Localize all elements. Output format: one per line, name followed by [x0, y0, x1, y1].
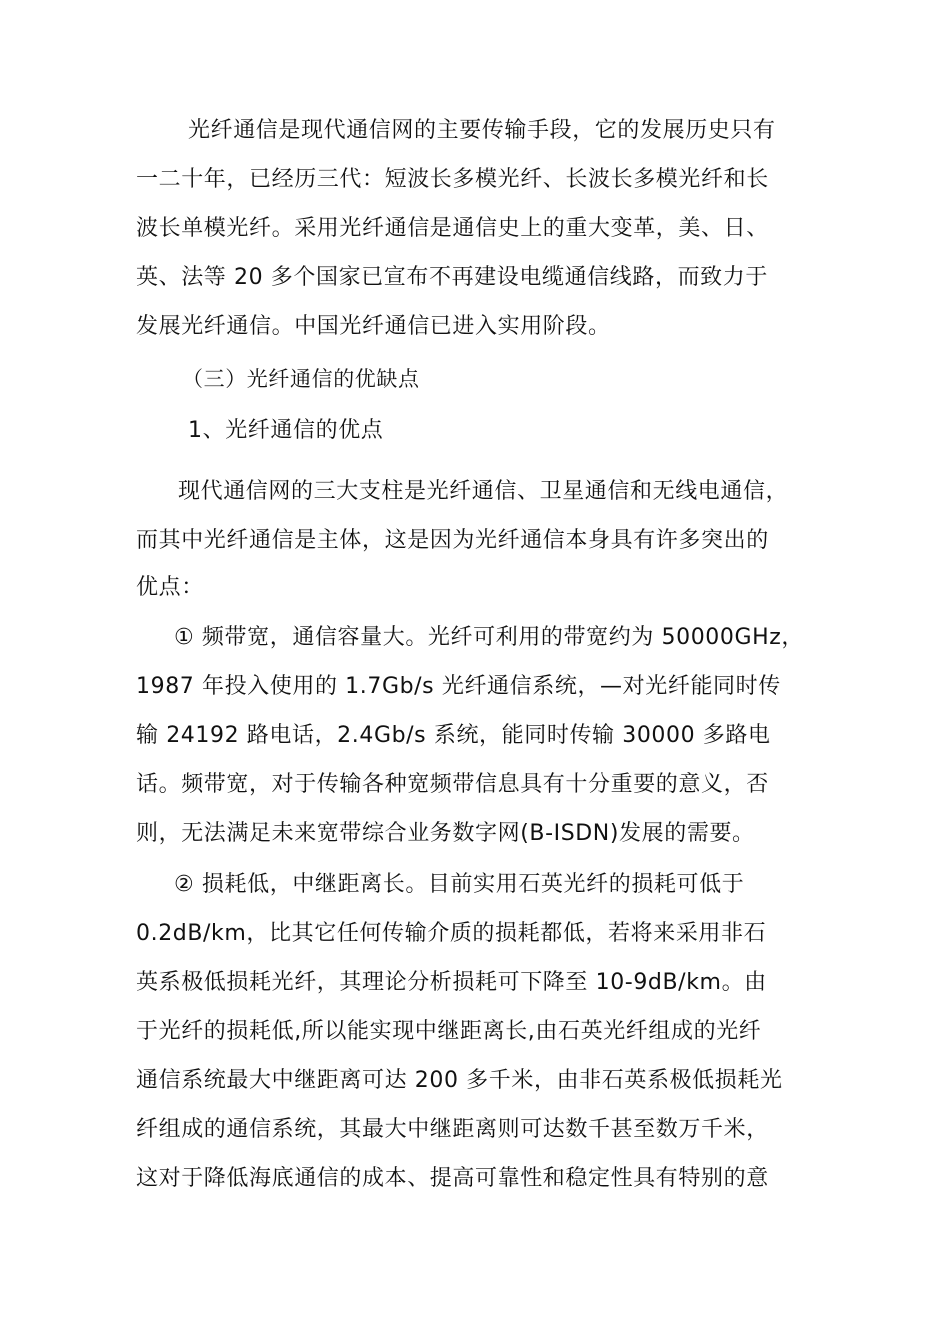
paragraph-line-5: 发展光纤通信。中国光纤通信已进入实用阶段。	[136, 314, 611, 339]
list-item-1-line-5: 则，无法满足未来宽带综合业务数字网(B-ISDN)发展的需要。	[136, 821, 755, 846]
paragraph-line-8: 优点：	[136, 575, 204, 600]
paragraph-line-6: 现代通信网的三大支柱是光纤通信、卫星通信和无线电通信，	[178, 479, 789, 504]
paragraph-line-4: 英、法等 20 多个国家已宣布不再建设电缆通信线路，而致力于	[136, 265, 768, 290]
paragraph-line-3: 波长单模光纤。采用光纤通信是通信史上的重大变革，美、日、	[136, 216, 769, 241]
list-item-2-line-4: 于光纤的损耗低,所以能实现中继距离长,由石英光纤组成的光纤	[136, 1019, 762, 1044]
paragraph-line-7: 而其中光纤通信是主体，这是因为光纤通信本身具有许多突出的	[136, 528, 769, 553]
list-item-2-line-2: 0.2dB/km，比其它任何传输介质的损耗都低，若将来采用非石	[136, 921, 767, 946]
list-item-2-line-7: 这对于降低海底通信的成本、提高可靠性和稳定性具有特别的意	[136, 1166, 769, 1191]
list-item-1-line-1: ① 频带宽，通信容量大。光纤可利用的带宽约为 50000GHz，	[174, 625, 805, 650]
section-heading: （三）光纤通信的优缺点	[182, 367, 420, 391]
list-item-1-line-4: 话。频带宽，对于传输各种宽频带信息具有十分重要的意义，否	[136, 772, 769, 797]
paragraph-line-2: 一二十年，已经历三代：短波长多模光纤、长波长多模光纤和长	[136, 167, 769, 192]
list-item-1-line-3: 输 24192 路电话，2.4Gb/s 系统，能同时传输 30000 多路电	[136, 723, 771, 748]
list-item-2-line-1: ② 损耗低，中继距离长。目前实用石英光纤的损耗可低于	[174, 872, 745, 897]
list-item-2-line-6: 纤组成的通信系统，其最大中继距离则可达数千甚至数万千米，	[136, 1117, 769, 1142]
subsection-heading: 1、光纤通信的优点	[188, 418, 384, 443]
list-item-2-line-3: 英系极低损耗光纤，其理论分析损耗可下降至 10-9dB/km。由	[136, 970, 767, 995]
list-item-1-line-2: 1987 年投入使用的 1.7Gb/s 光纤通信系统，—对光纤能同时传	[136, 674, 781, 699]
list-item-2-line-5: 通信系统最大中继距离可达 200 多千米，由非石英系极低损耗光	[136, 1068, 783, 1093]
paragraph-line-1: 光纤通信是现代通信网的主要传输手段，它的发展历史只有	[188, 118, 776, 143]
